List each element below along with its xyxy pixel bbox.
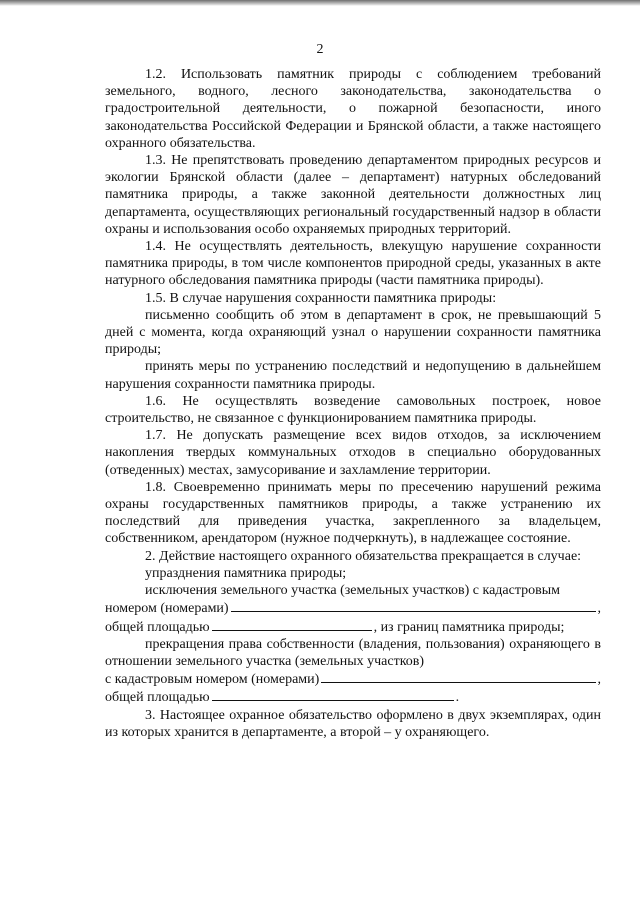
paragraph-1-5-a: письменно сообщить об этом в департамент в срок, не превышающий 5 дней с момента, когда охраняющий узнал о нарушении сохранности памятника природы; xyxy=(105,307,601,358)
area-line-1 xyxy=(105,618,601,636)
area-end-2: . xyxy=(455,690,460,706)
cadastral-number-blank xyxy=(231,599,596,612)
cadastral-number-end-2: , xyxy=(597,672,601,688)
paragraph-2-a: упразднения памятника природы; xyxy=(145,565,347,581)
scan-edge xyxy=(0,0,640,6)
area-blank-2 xyxy=(212,688,454,701)
area-line-2 xyxy=(105,688,601,706)
page-number: 2 xyxy=(316,42,324,57)
area-end: , из границ памятника природы; xyxy=(373,619,565,635)
area-label-2: общей площадью xyxy=(105,690,210,706)
paragraph-2-c: прекращения права собственности (владения, пользования) охраняющего в отношении земельного участка (земельных участков) xyxy=(105,636,601,669)
paragraph-1-7: 1.7. Не допускать размещение всех видов отходов, за исключением накопления твердых коммунальных отходов в специально оборудованных (отведенных) местах, замусоривание и захламление территории. xyxy=(105,428,601,478)
cadastral-number-label: номером (номерами) xyxy=(105,601,229,617)
paragraph-1-8: 1.8. Своевременно принимать меры по пресечению нарушений режима охраны государственных памятников природы, а также устранению их последствий для приведения участка, закрепленного за владельцем, собственником, арендатором (нужное подчеркнуть), в надлежащее состояние. xyxy=(105,479,601,547)
cadastral-number-end: , xyxy=(597,601,601,617)
paragraph-3: 3. Настоящее охранное обязательство оформлено в двух экземплярах, один из которых хранится в департаменте, а второй – у охраняющего. xyxy=(105,707,601,740)
cadastral-number-label-2: с кадастровым номером (номерами) xyxy=(105,672,320,688)
paragraph-1-4: 1.4. Не осуществлять деятельность, влекущую нарушение сохранности памятника природы, в том числе компонентов природной среды, указанных в акте натурного обследования памятника природы (части памятника природы). xyxy=(105,239,601,289)
paragraph-1-3: 1.3. Не препятствовать проведению департаментом природных ресурсов и экологии Брянской области (далее – департамент) натурных обследований памятника природы, а также законной деятельности должностных лиц департамента, осуществляющих региональный государственный надзор в области охраны и использования особо охраняемых природных территорий. xyxy=(105,153,601,237)
paragraph-2-b: исключения земельного участка (земельных участков) с кадастровым xyxy=(145,583,560,599)
area-label: общей площадью xyxy=(105,619,210,635)
area-blank xyxy=(212,618,372,631)
paragraph-1-2: 1.2. Использовать памятник природы с соблюдением требований земельного, водного, лесного законодательства, законодательства о градостроительной деятельности, о пожарной безопасности, иного законодательства Российской Федерации и Брянской области, а также настоящего охранного обязательства. xyxy=(105,67,601,151)
paragraph-1-6: 1.6. Не осуществлять возведение самовольных построек, новое строительство, не связанное с функционированием памятника природы. xyxy=(105,393,601,427)
paragraph-1-5-b: принять меры по устранению последствий и недопущению в дальнейшем нарушения сохранности памятника природы. xyxy=(105,359,601,392)
paragraph-1-5: 1.5. В случае нарушения сохранности памятника природы: xyxy=(145,290,497,306)
cadastral-number-line-1 xyxy=(105,599,601,617)
paragraph-2: 2. Действие настоящего охранного обязательства прекращается в случае: xyxy=(145,548,582,564)
cadastral-number-blank-2 xyxy=(321,670,595,683)
cadastral-number-line-2 xyxy=(105,670,601,688)
document-body xyxy=(105,66,601,741)
